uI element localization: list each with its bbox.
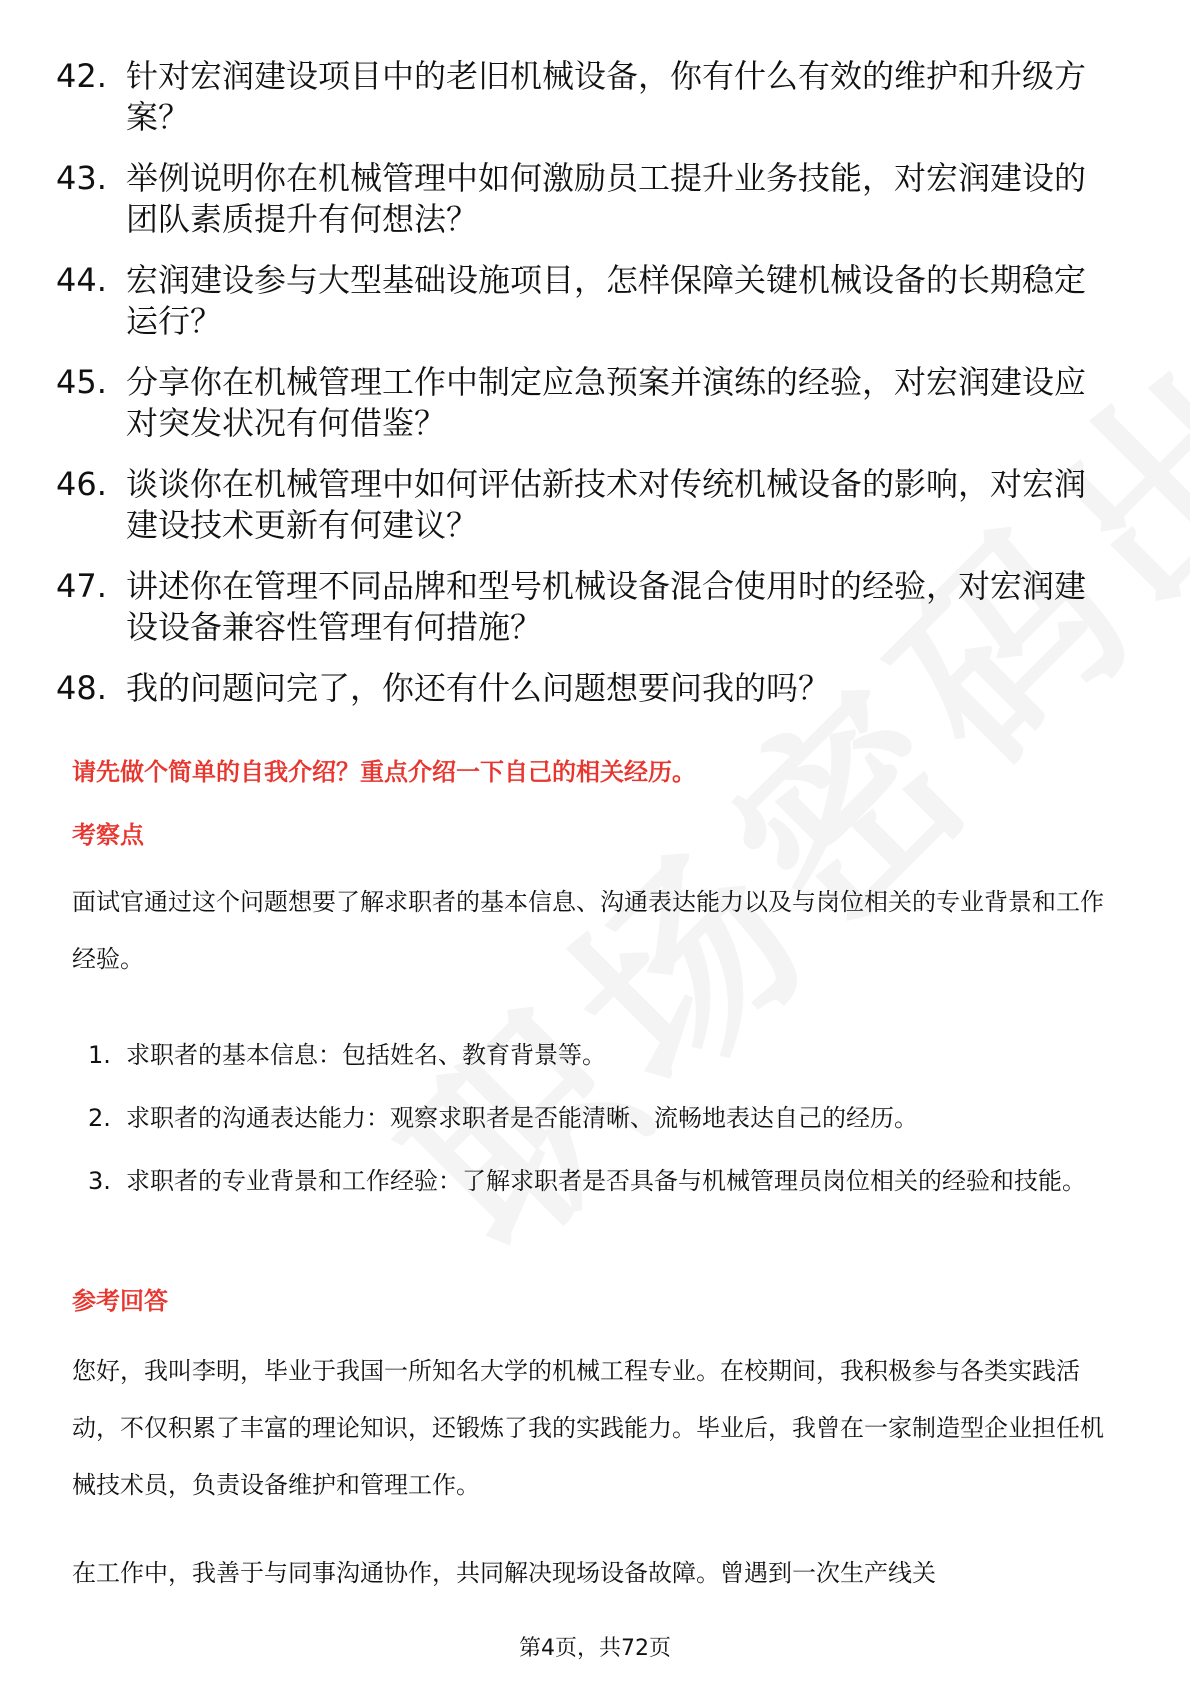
page-footer: 第4页，共72页 <box>519 1636 671 1661</box>
question-text: 举例说明你在机械管理中如何激励员工提升业务技能，对宏润建设的团队素质提升有何想法？ <box>126 159 1087 238</box>
assessment-points-heading: 考察点 <box>72 821 144 849</box>
list-item-number: 2. <box>88 1104 111 1132</box>
intro-paragraph: 面试官通过这个问题想要了解求职者的基本信息、沟通表达能力以及与岗位相关的专业背景和工作经验。 <box>72 888 1104 973</box>
reference-answer-heading: 参考回答 <box>72 1287 168 1315</box>
question-number: 43. <box>56 159 107 197</box>
answer-paragraph: 在工作中，我善于与同事沟通协作，共同解决现场设备故障。曾遇到一次生产线关 <box>72 1559 936 1587</box>
list-item <box>88 1090 1118 1147</box>
question-item <box>56 158 1116 240</box>
answer-paragraph: 您好，我叫李明，毕业于我国一所知名大学的机械工程专业。在校期间，我积极参与各类实践活动，不仅积累了丰富的理论知识，还锻炼了我的实践能力。毕业后，我曾在一家制造型企业担任机械技术员，负责设备维护和管理工作。 <box>72 1357 1104 1499</box>
list-item <box>88 1027 1118 1084</box>
assessment-points-list <box>88 1027 1118 1216</box>
question-text: 我的问题问完了，你还有什么问题想要问我的吗？ <box>126 669 831 707</box>
question-item <box>56 668 1116 709</box>
question-text: 讲述你在管理不同品牌和型号机械设备混合使用时的经验，对宏润建设设备兼容性管理有何措施？ <box>126 567 1087 646</box>
question-number: 46. <box>56 465 107 503</box>
question-item <box>56 260 1116 342</box>
list-item-number: 3. <box>88 1167 111 1195</box>
question-text: 针对宏润建设项目中的老旧机械设备，你有什么有效的维护和升级方案？ <box>126 57 1087 136</box>
question-list <box>56 56 1116 729</box>
list-item <box>88 1153 1118 1210</box>
question-item <box>56 362 1116 444</box>
question-item <box>56 566 1116 648</box>
question-item <box>56 56 1116 138</box>
main-question-heading: 请先做个简单的自我介绍？重点介绍一下自己的相关经历。 <box>72 758 696 786</box>
question-number: 47. <box>56 567 107 605</box>
question-item <box>56 464 1116 546</box>
question-text: 谈谈你在机械管理中如何评估新技术对传统机械设备的影响，对宏润建设技术更新有何建议？ <box>126 465 1087 544</box>
list-item-text: 求职者的专业背景和工作经验：了解求职者是否具备与机械管理员岗位相关的经验和技能。 <box>126 1167 1086 1195</box>
question-text: 分享你在机械管理工作中制定应急预案并演练的经验，对宏润建设应对突发状况有何借鉴？ <box>126 363 1087 442</box>
question-number: 48. <box>56 669 107 707</box>
question-number: 45. <box>56 363 107 401</box>
list-item-text: 求职者的基本信息：包括姓名、教育背景等。 <box>126 1041 606 1069</box>
list-item-text: 求职者的沟通表达能力：观察求职者是否能清晰、流畅地表达自己的经历。 <box>126 1104 918 1132</box>
list-item-number: 1. <box>88 1041 111 1069</box>
question-number: 44. <box>56 261 107 299</box>
question-number: 42. <box>56 57 107 95</box>
question-text: 宏润建设参与大型基础设施项目，怎样保障关键机械设备的长期稳定运行？ <box>126 261 1087 340</box>
